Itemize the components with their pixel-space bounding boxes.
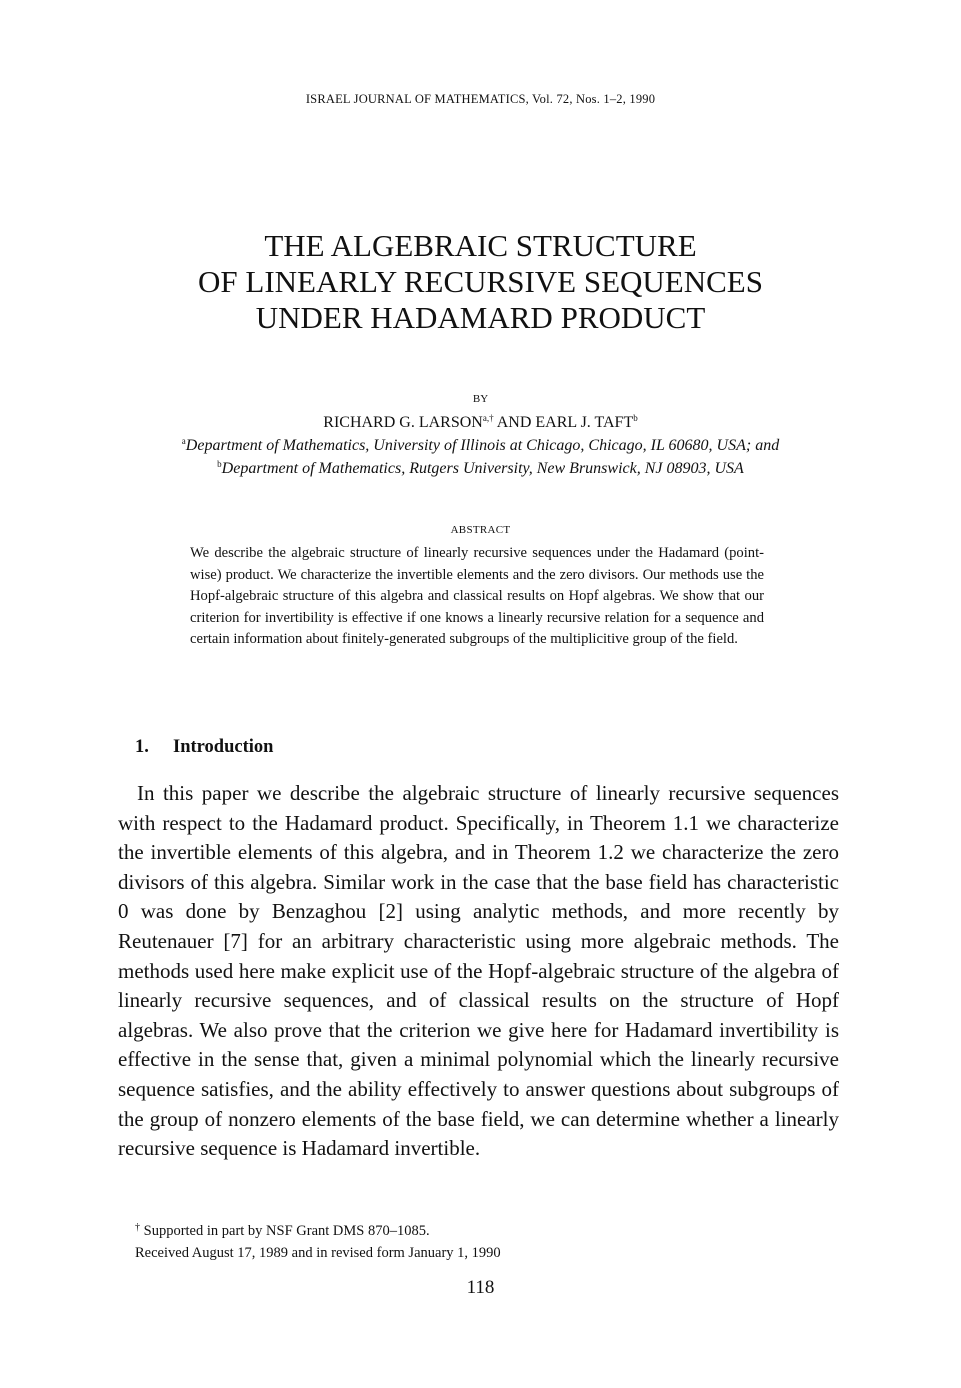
- paper-title: [0, 228, 961, 336]
- byline: BY: [472, 393, 489, 405]
- affiliation-a: [0, 437, 961, 455]
- author-2: EARL J. TAFT: [535, 414, 634, 431]
- author-1: RICHARD G. LARSON: [323, 414, 483, 431]
- affiliation-b-mark: b: [217, 459, 222, 469]
- author-conjunction: AND: [496, 414, 532, 431]
- introduction-paragraph: In this paper we describe the algebraic structure of linearly recursive sequences with respect to the Hadamard product. Specifically, in Theorem 1.1 we characterize the invertible elements of this algebra, and in Theorem 1.2 we characterize the zero divisors of this algebra. Similar work in the case that the base field has characteristic 0 was done by Benzaghou [2] using analytic methods, and more recently by Reutenauer [7] for an arbitrary characteristic using more algebraic methods. The methods used here make explicit use of the Hopf-algebraic structure of the algebra of linearly recursive sequences, and of classical results on the structure of Hopf algebras. We also prove that the criterion we give here for Hadamard invertibility is effective in the sense that, given a minimal polynomial which the linearly recursive sequence satisfies, and the ability effectively to answer questions about subgroups of the group of nonzero elements of the base field, we can determine whether a linearly recursive sequence is Hadamard invertible.: [118, 781, 839, 1161]
- dagger-mark: †: [135, 1222, 140, 1233]
- title-line-3: UNDER HADAMARD PRODUCT: [255, 300, 706, 335]
- affiliation-a-text: Department of Mathematics, University of Illinois at Chicago, Chicago, IL 60680, USA; and: [185, 437, 780, 454]
- title-line-2: OF LINEARLY RECURSIVE SEQUENCES: [198, 264, 763, 299]
- journal-header: ISRAEL JOURNAL OF MATHEMATICS, Vol. 72, Nos. 1–2, 1990: [305, 92, 656, 106]
- title-line-1: THE ALGEBRAIC STRUCTURE: [264, 228, 697, 263]
- affiliation-b: [0, 460, 961, 478]
- author-2-marks: b: [633, 413, 638, 423]
- section-title: Introduction: [173, 737, 274, 757]
- footnote-support: [135, 1223, 430, 1240]
- page-number: 118: [466, 1277, 495, 1298]
- section-heading: [135, 737, 273, 758]
- abstract-text: We describe the algebraic structure of linearly recursive sequences under the Hadamard (point-wise) product. We characterize the invertible elements and the zero divisors. Our methods use the Hopf-algebraic structure of this algebra and classical results on Hopf algebras. We show that our criterion for invertibility is effective if one knows a linearly recursive relation for a sequence and certain information about finitely-generated subgroups of the multiplicitive group of the field.: [190, 545, 764, 647]
- footnote-support-text: Supported in part by NSF Grant DMS 870–1085.: [143, 1223, 430, 1239]
- introduction-body: [118, 779, 839, 1164]
- author-list: [0, 414, 961, 432]
- affiliation-b-text: Department of Mathematics, Rutgers University, New Brunswick, NJ 08903, USA: [221, 460, 744, 477]
- footnote-received: Received August 17, 1989 and in revised form January 1, 1990: [135, 1245, 501, 1261]
- affiliation-a-mark: a: [181, 436, 186, 446]
- author-1-marks: a,†: [482, 413, 494, 423]
- section-number: 1.: [135, 737, 149, 757]
- abstract-heading: ABSTRACT: [450, 524, 511, 536]
